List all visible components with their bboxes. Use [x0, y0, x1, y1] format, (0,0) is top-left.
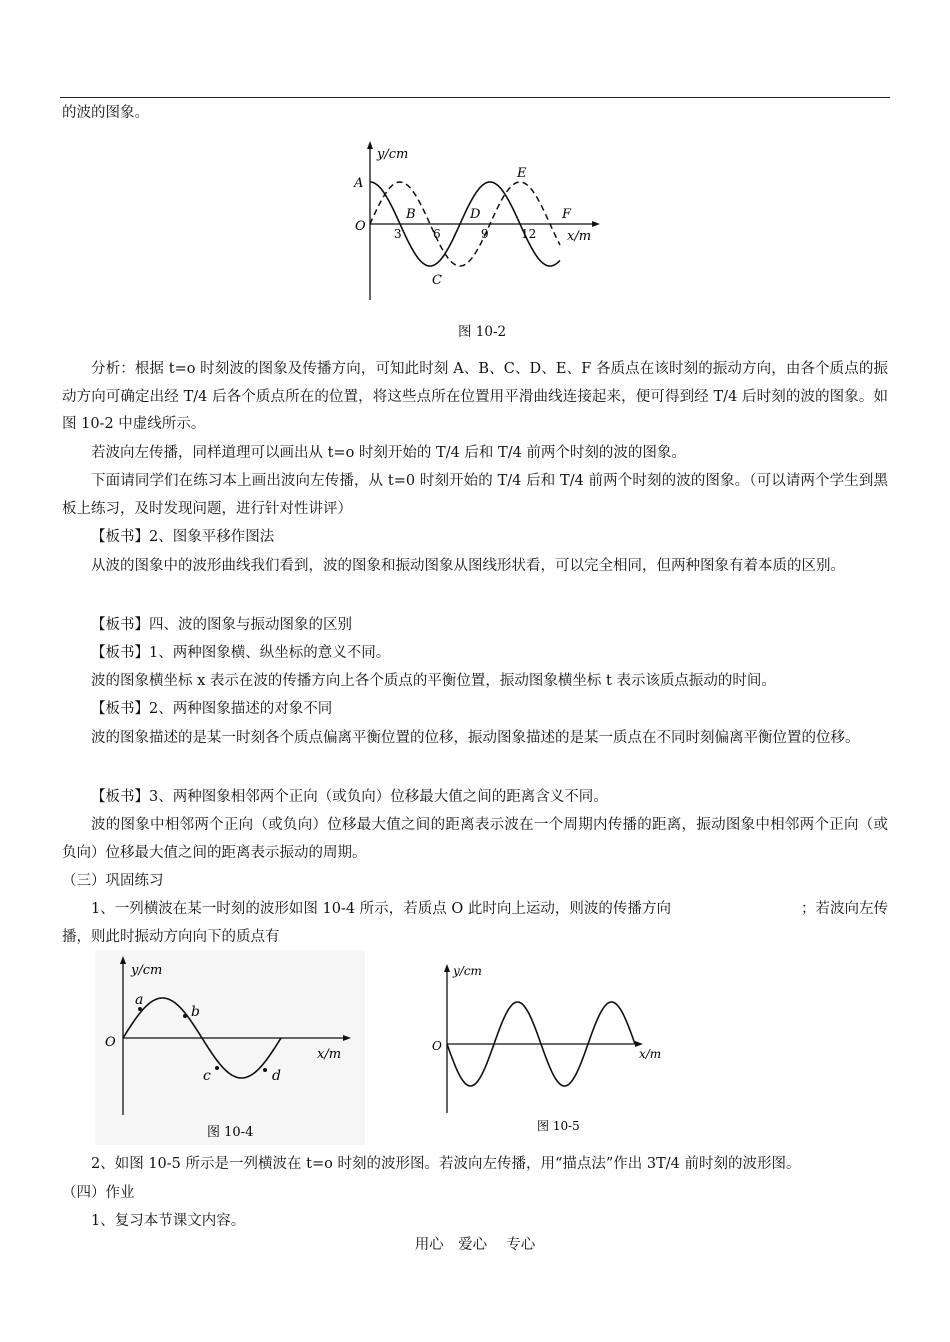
fig1-tick-12: 12	[521, 227, 537, 241]
question-1	[62, 896, 888, 951]
page-footer: 用心 爱心 专心	[414, 1237, 536, 1253]
q1-part1: 1、一列横波在某一时刻的波形如图 10-4 所示，若质点 O 此时向上运动，则波的传播方向	[91, 901, 671, 917]
section-4-heading: （四）作业	[62, 1185, 135, 1201]
fig4-origin: O	[105, 1035, 116, 1050]
para-distance-meaning: 波的图象中相邻两个正向（或负向）位移最大值之间的距离表示波在一个周期内传播的距离，振动图象中相邻两个正向（或负向）位移最大值之间的距离表示振动的周期。	[62, 817, 888, 861]
fig4-point-c: c	[203, 1068, 211, 1084]
para-board-2: 【板书】2、图象平移作图法	[91, 529, 275, 545]
figure-10-4	[95, 950, 365, 1145]
fig1-tick-9: 9	[481, 227, 489, 241]
y-axis-arrow	[367, 141, 373, 149]
fig1-tick-6: 6	[433, 227, 441, 241]
point-D: D	[470, 207, 481, 222]
point-F: F	[562, 207, 572, 222]
para-axis-meaning: 波的图象横坐标 x 表示在波的传播方向上各个质点的平衡位置，振动图象横坐标 t 表示该质点振动的时间。	[91, 673, 776, 689]
para-analysis: 分析：根据 t=o 时刻波的图象及传播方向，可知此时刻 A、B、C、D、E、F 各质点在该时刻的振动方向，由各个质点的振动方向可确定出经 T/4 后各个质点所在的位置，将这些点所在位置用平滑曲线连接起来，便可得到经 T/4 后时刻的波的图象。如图 10-2 中虚线所示。	[62, 361, 888, 432]
figure-10-5	[425, 958, 675, 1138]
q1-part2: ；若波向左传播，则此时振动方向向下的质点有	[62, 901, 889, 945]
fig4-point-a: a	[135, 992, 144, 1008]
point-C: C	[432, 273, 442, 288]
figure-10-2	[345, 138, 605, 308]
section-3-heading: （三）巩固练习	[62, 873, 164, 889]
fig1-ylabel: y/cm	[377, 147, 409, 162]
top-line: 的波的图象。	[62, 105, 149, 121]
fig4-point-d: d	[272, 1068, 281, 1084]
para-object-meaning: 波的图象描述的是某一时刻各个质点偏离平衡位置的位移，振动图象描述的是某一质点在不同时刻偏离平衡位置的位移。	[91, 730, 860, 746]
para-exercise: 下面请同学们在练习本上画出波向左传播，从 t=0 时刻开始的 T/4 后和 T/4 前两个时刻的波的图象。（可以请两个学生到黑板上练习，及时发现问题，进行针对性讲评）	[62, 473, 888, 517]
x-axis-arrow	[592, 221, 600, 227]
point-A: A	[354, 176, 364, 191]
homework-1: 1、复习本节课文内容。	[91, 1213, 246, 1229]
para-left-wave: 若波向左传播，同样道理可以画出从 t=o 时刻开始的 T/4 后和 T/4 前两个时刻的波的图象。	[91, 445, 686, 461]
fig4-point-d-dot	[263, 1068, 267, 1072]
para-board-4: 【板书】四、波的图象与振动图象的区别	[91, 617, 352, 633]
fig4-caption: 图 10-4	[207, 1125, 254, 1140]
fig1-xlabel: x/m	[567, 229, 592, 244]
fig4-point-b-dot	[183, 1014, 187, 1018]
fig1-origin: O	[355, 219, 366, 234]
fig5-xlabel: x/m	[639, 1047, 662, 1061]
fig1-tick-3: 3	[394, 227, 402, 241]
fig4-xlabel: x/m	[317, 1047, 342, 1062]
fig5-caption: 图 10-5	[537, 1119, 580, 1133]
fig4-ylabel: y/cm	[131, 963, 163, 978]
point-B: B	[406, 207, 416, 222]
point-E: E	[517, 166, 527, 181]
para-board-axis: 【板书】1、两种图象横、纵坐标的意义不同。	[91, 645, 391, 661]
para-difference: 从波的图象中的波形曲线我们看到，波的图象和振动图象从图线形状看，可以完全相同，但两种图象有着本质的区别。	[91, 558, 845, 574]
fig5-ylabel: y/cm	[453, 964, 482, 978]
para-board-object: 【板书】2、两种图象描述的对象不同	[91, 701, 333, 717]
fig4-point-b: b	[191, 1004, 200, 1020]
para-board-distance: 【板书】3、两种图象相邻两个正向（或负向）位移最大值之间的距离含义不同。	[91, 789, 608, 805]
fig5-origin: O	[432, 1039, 442, 1053]
header-rule	[60, 97, 890, 98]
question-2: 2、如图 10-5 所示是一列横波在 t=o 时刻的波形图。若波向左传播，用“描点法”作出 3T/4 前时刻的波形图。	[91, 1156, 801, 1172]
fig4-point-c-dot	[215, 1066, 219, 1070]
fig1-caption: 图 10-2	[458, 324, 507, 340]
